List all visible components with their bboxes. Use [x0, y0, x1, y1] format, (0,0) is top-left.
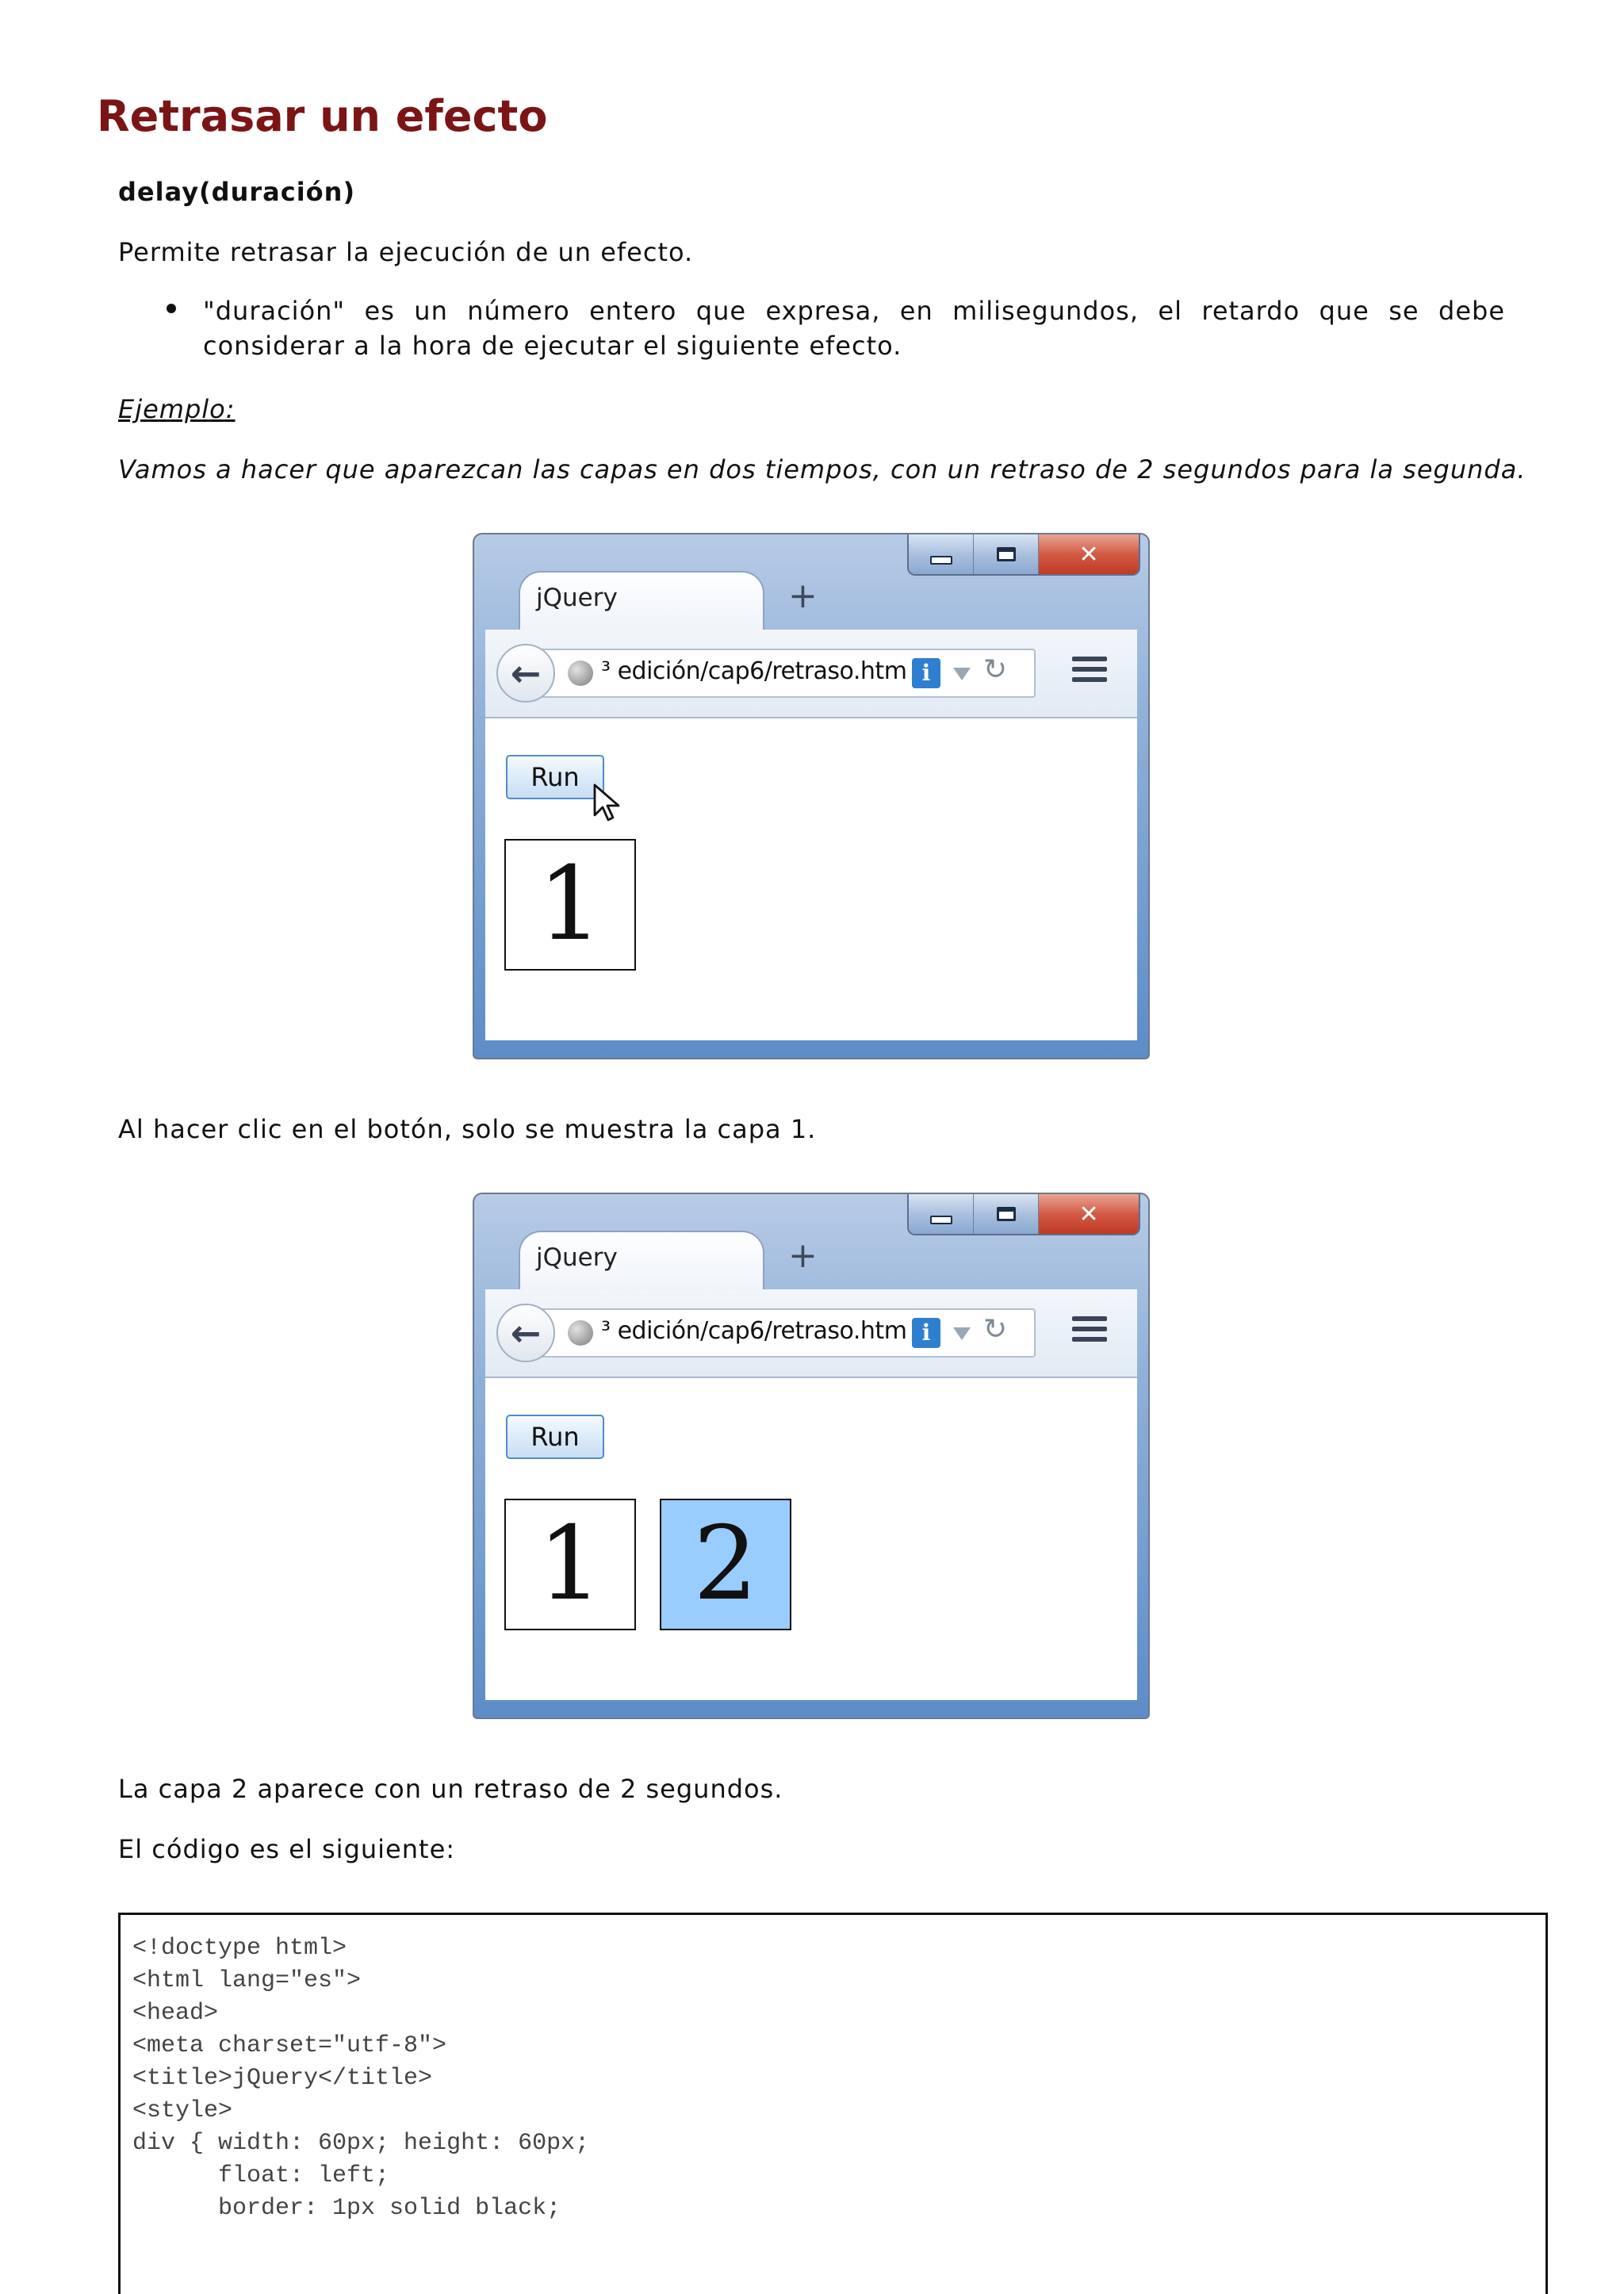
back-button[interactable] — [496, 1304, 555, 1362]
url-text: ³ edición/cap6/retraso.htm — [601, 657, 907, 685]
caption-2: La capa 2 aparece con un retraso de 2 segundos. — [118, 1774, 783, 1804]
back-arrow-icon: ← — [510, 652, 542, 695]
new-tab-icon[interactable]: + — [788, 1235, 818, 1276]
url-bar[interactable] — [538, 1308, 1036, 1358]
dropdown-arrow-icon[interactable] — [953, 1327, 971, 1340]
code-block — [118, 1913, 1548, 2294]
close-button[interactable] — [1039, 534, 1139, 574]
mouse-cursor-icon — [593, 783, 625, 825]
globe-icon — [568, 661, 593, 686]
hamburger-menu-icon[interactable] — [1072, 657, 1107, 687]
tab-label: jQuery — [536, 1243, 618, 1272]
reload-icon[interactable]: ↻ — [983, 653, 1008, 686]
dropdown-arrow-icon[interactable] — [953, 668, 971, 680]
page-title: Retrasar un efecto — [97, 91, 548, 141]
maximize-icon — [997, 547, 1016, 561]
maximize-button[interactable] — [974, 1194, 1039, 1234]
browser-screenshot-1 — [473, 533, 1150, 1059]
close-icon: ✕ — [1078, 1200, 1099, 1228]
bullet-icon — [167, 304, 176, 313]
url-bar[interactable] — [538, 649, 1036, 698]
new-tab-icon[interactable]: + — [788, 576, 818, 616]
code-intro: El código es el siguiente: — [118, 1834, 456, 1864]
capa-2: 2 — [660, 1499, 791, 1630]
browser-screenshot-2 — [473, 1193, 1150, 1719]
back-button[interactable] — [496, 644, 555, 703]
url-text: ³ edición/cap6/retraso.htm — [601, 1317, 907, 1345]
info-icon[interactable]: i — [912, 658, 940, 688]
globe-icon — [568, 1320, 593, 1346]
reload-icon[interactable]: ↻ — [983, 1313, 1008, 1346]
back-arrow-icon: ← — [510, 1312, 542, 1354]
tab-label: jQuery — [536, 584, 618, 612]
run-button[interactable]: Run — [506, 755, 604, 799]
browser-viewport — [485, 718, 1137, 1040]
minimize-button[interactable] — [909, 1194, 974, 1234]
example-text: Vamos a hacer que aparezcan las capas en dos tiempos, con un retraso de 2 segundos para la segunda. — [118, 454, 1526, 484]
browser-toolbar — [485, 630, 1137, 718]
capa-1: 1 — [504, 839, 636, 971]
run-button[interactable]: Run — [506, 1415, 604, 1459]
capa-1: 1 — [504, 1499, 636, 1630]
minimize-icon — [930, 1216, 952, 1224]
maximize-icon — [997, 1207, 1016, 1221]
browser-toolbar — [485, 1289, 1137, 1378]
caption-1: Al hacer clic en el botón, solo se muestra la capa 1. — [118, 1114, 817, 1144]
syntax-heading: delay(duración) — [118, 177, 356, 207]
hamburger-menu-icon[interactable] — [1072, 1316, 1107, 1347]
minimize-button[interactable] — [909, 534, 974, 574]
description-paragraph: Permite retrasar la ejecución de un efecto. — [118, 237, 694, 267]
info-icon[interactable]: i — [912, 1318, 940, 1348]
close-icon: ✕ — [1078, 540, 1099, 569]
close-button[interactable] — [1039, 1194, 1139, 1234]
example-label: Ejemplo: — [118, 394, 236, 424]
maximize-button[interactable] — [974, 534, 1039, 574]
window-controls — [907, 1194, 1140, 1235]
duration-bullet-text: "duración" es un número entero que expresa, en milisegundos, el retardo que se debe considerar a la hora de ejecutar el siguiente efecto. — [203, 296, 1505, 361]
code-listing: <!doctype html> <html lang="es"> <head> <meta charset="utf-8"> <title>jQuery</title> <style> div { width: 60px; height: 60px; float: left; border: 1px solid black; — [132, 1935, 590, 2222]
window-controls — [907, 534, 1140, 576]
browser-viewport — [485, 1378, 1137, 1700]
minimize-icon — [930, 556, 952, 565]
